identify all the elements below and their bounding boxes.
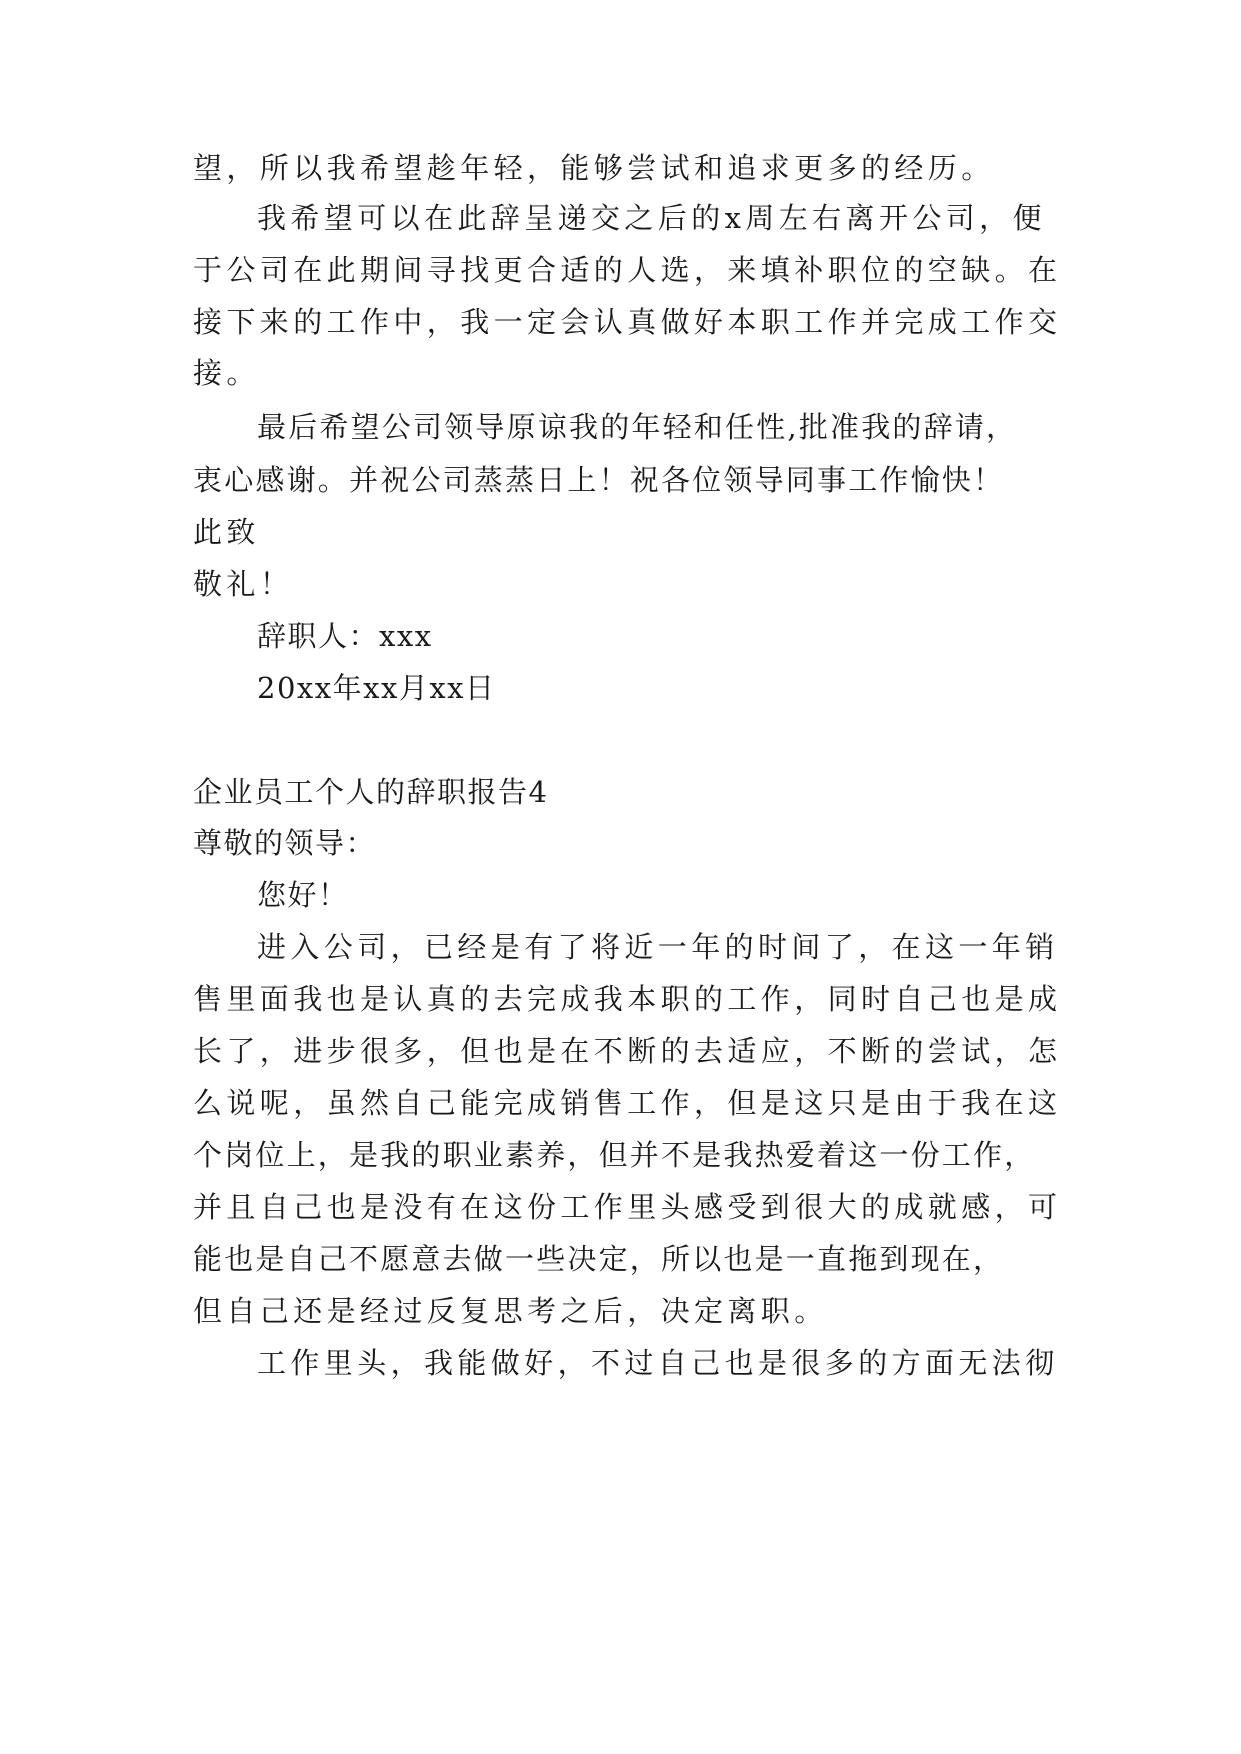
paragraph-line: 最后希望公司领导原谅我的年轻和任性,批准我的辞请，	[257, 410, 1018, 444]
paragraph-line: 长了，进步很多，但也是在不断的去适应，不断的尝试，怎	[193, 1034, 1062, 1068]
paragraph-line: 并且自己也是没有在这份工作里头感受到很大的成就感，可	[193, 1190, 1062, 1224]
paragraph-line: 接。	[193, 356, 260, 390]
date-line: 20xx年xx月xx日	[257, 671, 496, 705]
section-title: 企业员工个人的辞职报告4	[193, 775, 549, 809]
greeting-line: 您好！	[257, 878, 349, 912]
salutation-line: 此致	[193, 515, 260, 549]
paragraph-line: 衷心感谢。并祝公司蒸蒸日上！祝各位领导同事工作愉快！	[193, 463, 1005, 497]
signature-line: 辞职人：xxx	[257, 619, 433, 653]
paragraph-line: 个岗位上，是我的职业素养，但并不是我热爱着这一份工作，	[193, 1138, 1036, 1172]
paragraph-line: 工作里头，我能做好，不过自己也是很多的方面无法彻	[257, 1346, 1059, 1380]
paragraph-line: 么说呢，虽然自己能完成销售工作，但是这只是由于我在这	[193, 1086, 1062, 1120]
paragraph-line: 我希望可以在此辞呈递交之后的x周左右离开公司，便	[257, 201, 1046, 235]
paragraph-line: 进入公司，已经是有了将近一年的时间了，在这一年销	[257, 930, 1059, 964]
paragraph-line: 但自己还是经过反复思考之后，决定离职。	[193, 1294, 828, 1328]
recipient-line: 尊敬的领导：	[193, 826, 377, 860]
paragraph-line: 望，所以我希望趁年轻，能够尝试和追求更多的经历。	[193, 151, 995, 185]
paragraph-line: 能也是自己不愿意去做一些决定，所以也是一直拖到现在，	[193, 1242, 1005, 1276]
paragraph-line: 于公司在此期间寻找更合适的人选，来填补职位的空缺。在	[193, 253, 1062, 287]
paragraph-line: 售里面我也是认真的去完成我本职的工作，同时自己也是成	[193, 982, 1062, 1016]
salutation-line: 敬礼！	[193, 567, 294, 601]
paragraph-line: 接下来的工作中，我一定会认真做好本职工作并完成工作交	[193, 305, 1062, 339]
